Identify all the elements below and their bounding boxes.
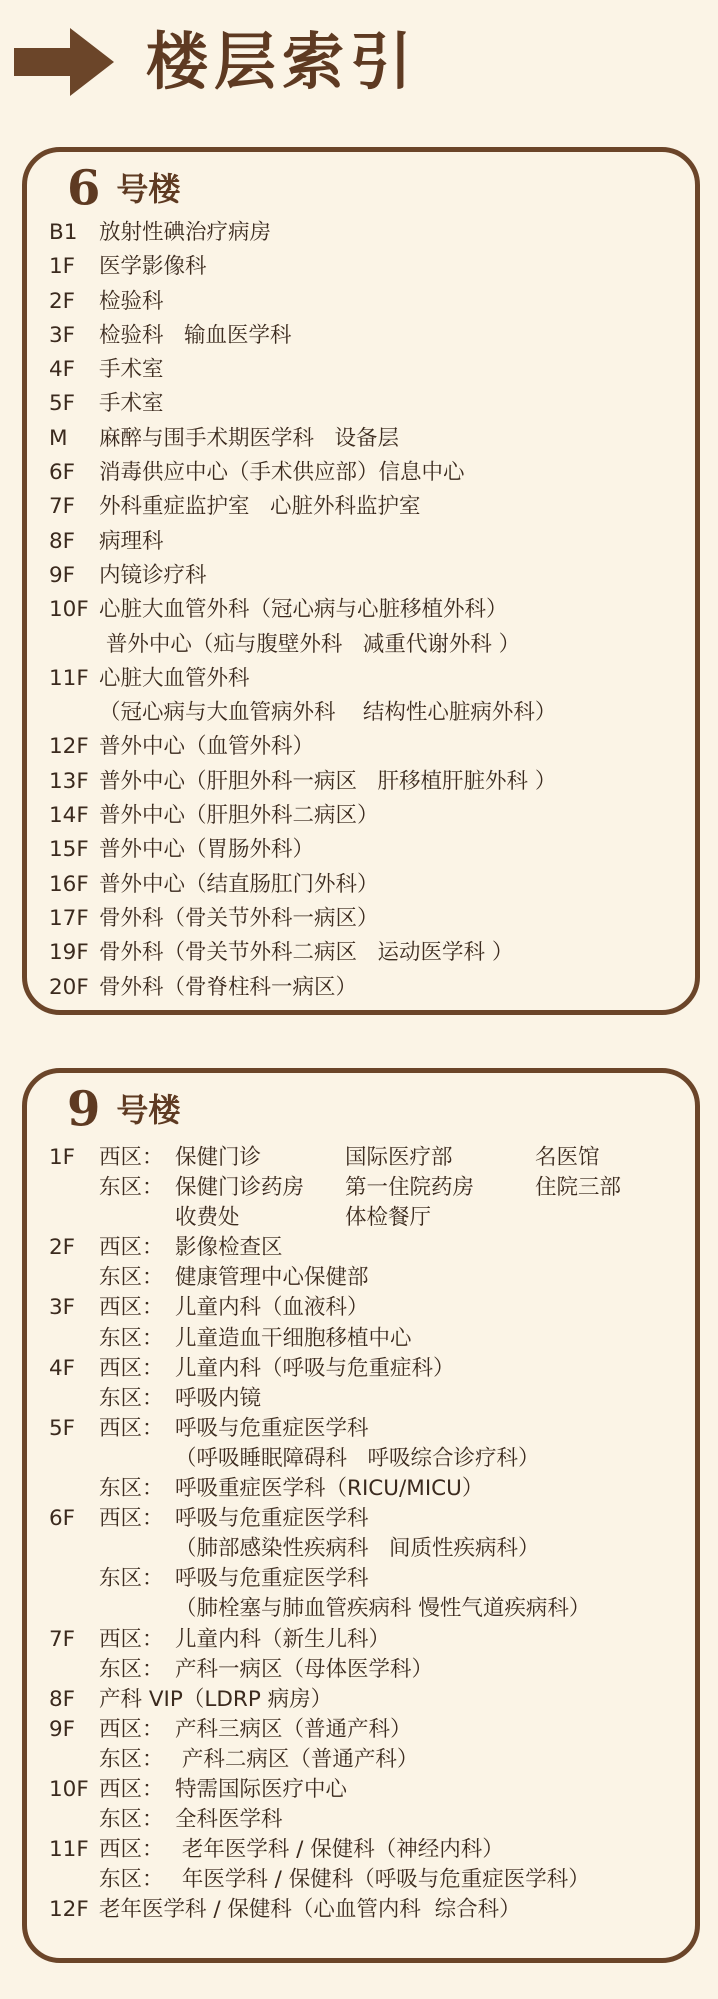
floor-row bbox=[49, 1143, 683, 1173]
department-text: 病理科 bbox=[99, 528, 164, 554]
building-9-panel bbox=[22, 1068, 700, 1963]
floor-row bbox=[49, 456, 683, 490]
department-text: 放射性碘治疗病房 bbox=[99, 220, 272, 245]
floor-label: 12F bbox=[49, 1897, 89, 1923]
zone-label: 东区： bbox=[99, 1566, 164, 1592]
floor-row bbox=[49, 1173, 683, 1203]
floor-label: 12F bbox=[49, 734, 89, 760]
zone-label: 东区： bbox=[99, 1807, 164, 1833]
floor-row bbox=[49, 1354, 683, 1384]
zone-label: 东区： bbox=[99, 1385, 164, 1411]
department-text: 麻醉与围手术期医学科 设备层 bbox=[99, 425, 400, 451]
department-text: 外科重症监护室 心脏外科监护室 bbox=[99, 494, 421, 520]
department-text: （呼吸睡眠障碍科 呼吸综合诊疗科） bbox=[175, 1445, 540, 1471]
floor-row bbox=[49, 1534, 683, 1564]
department-text: 普外中心（血管外科） bbox=[99, 734, 315, 760]
department-text: 检验科 bbox=[99, 288, 164, 314]
department-text: 老年医学科 / 保健科（神经内科） bbox=[175, 1837, 504, 1863]
department-name: 保健门诊 bbox=[175, 1145, 262, 1170]
department-name: 体检餐厅 bbox=[345, 1205, 432, 1231]
floor-label: 7F bbox=[49, 1626, 76, 1652]
floor-row bbox=[49, 559, 683, 593]
floor-label: 9F bbox=[49, 562, 76, 588]
department-text: 普外中心（疝与腹壁外科 减重代谢外科 ） bbox=[99, 631, 521, 657]
floor-label: 14F bbox=[49, 803, 89, 829]
floor-row bbox=[49, 1384, 683, 1414]
floor-row bbox=[49, 1865, 683, 1895]
floor-label: 1F bbox=[49, 1145, 76, 1170]
department-name: 国际医疗部 bbox=[345, 1145, 453, 1170]
zone-label: 西区： bbox=[99, 1355, 164, 1381]
floor-row bbox=[49, 285, 683, 319]
floor-label: 7F bbox=[49, 494, 76, 520]
department-text: 心脏大血管外科 bbox=[99, 665, 250, 691]
zone-label: 西区： bbox=[99, 1295, 164, 1321]
building-number: 9 bbox=[67, 1081, 101, 1138]
department-name: 保健门诊药房 bbox=[175, 1175, 305, 1201]
floor-label: 4F bbox=[49, 357, 76, 383]
department-text: 普外中心（胃肠外科） bbox=[99, 837, 315, 863]
zone-label: 东区： bbox=[99, 1656, 164, 1682]
floor-row bbox=[49, 1233, 683, 1263]
zone-label: 西区： bbox=[99, 1145, 164, 1170]
building-6-floor-list bbox=[49, 216, 683, 1005]
zone-label: 西区： bbox=[99, 1837, 164, 1863]
floor-row bbox=[49, 902, 683, 936]
department-text: 骨外科（骨脊柱科一病区） bbox=[99, 974, 358, 1000]
department-name: 第一住院药房 bbox=[345, 1175, 475, 1201]
floor-row bbox=[49, 525, 683, 559]
department-text: 呼吸与危重症医学科 bbox=[175, 1506, 369, 1532]
department-text: 呼吸内镜 bbox=[175, 1385, 262, 1411]
floor-label: 5F bbox=[49, 391, 76, 417]
department-text: 医学影像科 bbox=[99, 254, 207, 280]
floor-label: 6F bbox=[49, 460, 76, 486]
zone-label: 西区： bbox=[99, 1415, 164, 1441]
department-text: 呼吸与危重症医学科 bbox=[175, 1566, 369, 1592]
floor-row bbox=[49, 1324, 683, 1354]
department-text: 全科医学科 bbox=[175, 1807, 283, 1833]
department-text: 普外中心（肝胆外科二病区） bbox=[99, 803, 379, 829]
department-text: （冠心病与大血管病外科 结构性心脏病外科） bbox=[99, 700, 557, 726]
department-text: 儿童内科（新生儿科） bbox=[175, 1626, 391, 1652]
floor-row bbox=[49, 593, 683, 627]
zone-label: 西区： bbox=[99, 1506, 164, 1532]
floor-row bbox=[49, 765, 683, 799]
floor-row bbox=[49, 662, 683, 696]
zone-label: 东区： bbox=[99, 1746, 164, 1772]
floor-label: 8F bbox=[49, 1686, 76, 1712]
zone-label: 东区： bbox=[99, 1265, 164, 1291]
floor-label: B1 bbox=[49, 220, 78, 245]
floor-label: 4F bbox=[49, 1355, 76, 1381]
floor-row bbox=[49, 1474, 683, 1504]
floor-row bbox=[49, 387, 683, 421]
floor-label: 5F bbox=[49, 1415, 76, 1441]
department-text: 内镜诊疗科 bbox=[99, 562, 207, 588]
zone-label: 西区： bbox=[99, 1776, 164, 1802]
department-text: 影像检查区 bbox=[175, 1235, 283, 1261]
department-text: 普外中心（结直肠肛门外科） bbox=[99, 871, 379, 897]
floor-row bbox=[49, 1444, 683, 1474]
floor-row bbox=[49, 1625, 683, 1655]
floor-row bbox=[49, 422, 683, 456]
floor-row bbox=[49, 216, 683, 250]
floor-row bbox=[49, 1414, 683, 1444]
floor-row bbox=[49, 1293, 683, 1323]
floor-row bbox=[49, 1655, 683, 1685]
floor-label: 6F bbox=[49, 1506, 76, 1532]
building-6-heading bbox=[67, 160, 180, 216]
department-text: 消毒供应中心（手术供应部）信息中心 bbox=[99, 460, 465, 486]
department-text: 骨外科（骨关节外科二病区 运动医学科 ） bbox=[99, 940, 514, 966]
floor-label: 8F bbox=[49, 528, 76, 554]
floor-row bbox=[49, 1594, 683, 1624]
page-title: 楼层索引 bbox=[146, 25, 419, 98]
floor-row bbox=[49, 1504, 683, 1534]
floor-row bbox=[49, 799, 683, 833]
floor-label: 20F bbox=[49, 974, 89, 1000]
floor-row bbox=[49, 1745, 683, 1775]
floor-label: 11F bbox=[49, 665, 89, 691]
floor-row bbox=[49, 490, 683, 524]
floor-label: 16F bbox=[49, 871, 89, 897]
floor-row bbox=[49, 353, 683, 387]
department-text: 心脏大血管外科（冠心病与心脏移植外科） bbox=[99, 597, 508, 623]
department-text: 骨外科（骨关节外科一病区） bbox=[99, 905, 379, 931]
zone-label: 西区： bbox=[99, 1716, 164, 1742]
floor-row bbox=[49, 971, 683, 1005]
department-name: 住院三部 bbox=[535, 1175, 622, 1201]
building-label: 号楼 bbox=[116, 1090, 181, 1129]
floor-row bbox=[49, 319, 683, 353]
department-text: 普外中心（肝胆外科一病区 肝移植肝脏外科 ） bbox=[99, 768, 557, 794]
floor-label: 10F bbox=[49, 597, 89, 623]
department-text: 儿童内科（呼吸与危重症科） bbox=[175, 1355, 455, 1381]
department-text: 检验科 输血医学科 bbox=[99, 322, 292, 348]
department-list bbox=[175, 1143, 600, 1173]
department-text: 产科 VIP（LDRP 病房） bbox=[99, 1686, 333, 1712]
floor-row bbox=[49, 1805, 683, 1835]
floor-row bbox=[49, 730, 683, 764]
building-label: 号楼 bbox=[116, 169, 181, 208]
floor-label: 1F bbox=[49, 254, 76, 280]
department-text: 儿童内科（血液科） bbox=[175, 1295, 369, 1321]
floor-label: 10F bbox=[49, 1776, 89, 1802]
floor-label: 3F bbox=[49, 322, 76, 348]
floor-label: 13F bbox=[49, 768, 89, 794]
department-text: 年医学科 / 保健科（呼吸与危重症医学科） bbox=[175, 1867, 590, 1893]
zone-label: 东区： bbox=[99, 1175, 164, 1201]
floor-label: 2F bbox=[49, 288, 76, 314]
floor-row bbox=[49, 1715, 683, 1745]
department-name: 名医馆 bbox=[535, 1145, 600, 1170]
floor-row bbox=[49, 833, 683, 867]
department-text: 特需国际医疗中心 bbox=[175, 1776, 348, 1802]
floor-row bbox=[49, 1203, 683, 1233]
floor-label: 2F bbox=[49, 1235, 76, 1261]
arrow-right-icon bbox=[14, 28, 114, 96]
floor-row bbox=[49, 628, 683, 662]
floor-label: M bbox=[49, 425, 68, 451]
zone-label: 东区： bbox=[99, 1867, 164, 1893]
page-header bbox=[0, 0, 718, 130]
department-text: 手术室 bbox=[99, 391, 164, 417]
floor-row bbox=[49, 936, 683, 970]
building-9-floor-list bbox=[49, 1143, 683, 1925]
zone-label: 东区： bbox=[99, 1476, 164, 1502]
department-text: （肺部感染性疾病科 间质性疾病科） bbox=[175, 1536, 540, 1562]
floor-row bbox=[49, 1895, 683, 1925]
department-name: 收费处 bbox=[175, 1205, 240, 1231]
zone-label: 西区： bbox=[99, 1235, 164, 1261]
floor-row bbox=[49, 1263, 683, 1293]
building-9-heading bbox=[67, 1081, 180, 1137]
department-list bbox=[175, 1173, 621, 1203]
department-text: 老年医学科 / 保健科（心血管内科 综合科） bbox=[99, 1897, 521, 1923]
department-text: 健康管理中心保健部 bbox=[175, 1265, 369, 1291]
floor-row bbox=[49, 1685, 683, 1715]
department-text: 产科三病区（普通产科） bbox=[175, 1716, 412, 1742]
department-text: 产科一病区（母体医学科） bbox=[175, 1656, 434, 1682]
building-number: 6 bbox=[67, 160, 101, 217]
zone-label: 西区： bbox=[99, 1626, 164, 1652]
department-text: 产科二病区（普通产科） bbox=[175, 1746, 419, 1772]
department-text: （肺栓塞与肺血管疾病科 慢性气道疾病科） bbox=[175, 1596, 591, 1622]
department-list bbox=[175, 1203, 535, 1233]
floor-label: 11F bbox=[49, 1837, 89, 1863]
department-text: 呼吸重症医学科（RICU/MICU） bbox=[175, 1476, 484, 1502]
floor-label: 17F bbox=[49, 905, 89, 931]
department-text: 呼吸与危重症医学科 bbox=[175, 1415, 369, 1441]
floor-row bbox=[49, 1564, 683, 1594]
floor-row bbox=[49, 250, 683, 284]
zone-label: 东区： bbox=[99, 1325, 164, 1351]
floor-label: 15F bbox=[49, 837, 89, 863]
department-text: 手术室 bbox=[99, 357, 164, 383]
floor-row bbox=[49, 868, 683, 902]
department-text: 儿童造血干细胞移植中心 bbox=[175, 1325, 412, 1351]
floor-label: 19F bbox=[49, 940, 89, 966]
floor-row bbox=[49, 1775, 683, 1805]
floor-label: 3F bbox=[49, 1295, 76, 1321]
floor-label: 9F bbox=[49, 1716, 76, 1742]
floor-row bbox=[49, 696, 683, 730]
floor-row bbox=[49, 1835, 683, 1865]
building-6-panel bbox=[22, 147, 700, 1015]
